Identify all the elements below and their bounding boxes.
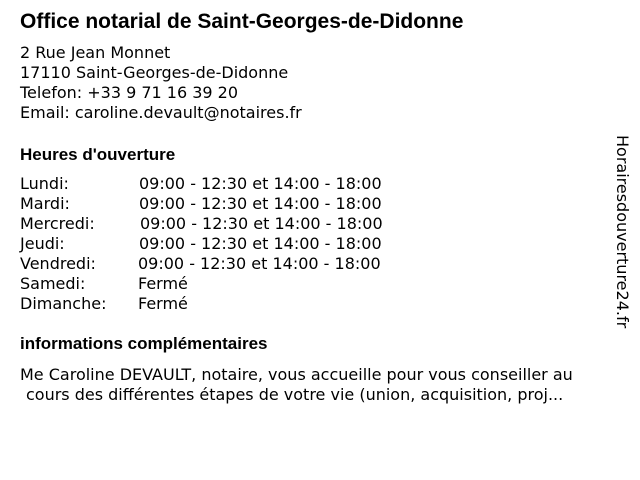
city-postal-code: 17110 Saint-Georges-de-Didonne <box>20 63 289 82</box>
time-range: Fermé <box>138 274 188 293</box>
additional-info-text <box>20 365 625 405</box>
day-label: Vendredi: <box>20 254 96 273</box>
info-line: cours des différentes étapes de votre vie (union, acquisition, proj... <box>26 385 564 404</box>
info-line: Me Caroline DEVAULT, notaire, vous accueille pour vous conseiller au <box>20 365 573 384</box>
page-title: Office notarial de Saint-Georges-de-Didonne <box>20 10 464 33</box>
day-label: Dimanche: <box>20 294 107 313</box>
email-address: Email: caroline.devault@notaires.fr <box>20 103 302 122</box>
opening-hours-heading: Heures d'ouverture <box>20 145 176 164</box>
phone-number: Telefon: +33 9 71 16 39 20 <box>20 83 239 102</box>
day-label: Jeudi: <box>20 234 65 253</box>
day-label: Mardi: <box>20 194 70 213</box>
time-range: 09:00 - 12:30 et 14:00 - 18:00 <box>139 234 382 253</box>
day-label: Mercredi: <box>20 214 95 233</box>
time-range: 09:00 - 12:30 et 14:00 - 18:00 <box>138 254 381 273</box>
additional-info-heading: informations complémentaires <box>20 334 268 353</box>
time-range: 09:00 - 12:30 et 14:00 - 18:00 <box>139 194 382 213</box>
time-range: 09:00 - 12:30 et 14:00 - 18:00 <box>140 214 383 233</box>
street-address: 2 Rue Jean Monnet <box>20 43 171 62</box>
time-range: Fermé <box>138 294 188 313</box>
day-label: Lundi: <box>20 174 69 193</box>
day-label: Samedi: <box>20 274 86 293</box>
site-watermark: Horairesdouverture24.fr <box>613 135 632 329</box>
time-range: 09:00 - 12:30 et 14:00 - 18:00 <box>139 174 382 193</box>
address-block <box>20 43 302 123</box>
